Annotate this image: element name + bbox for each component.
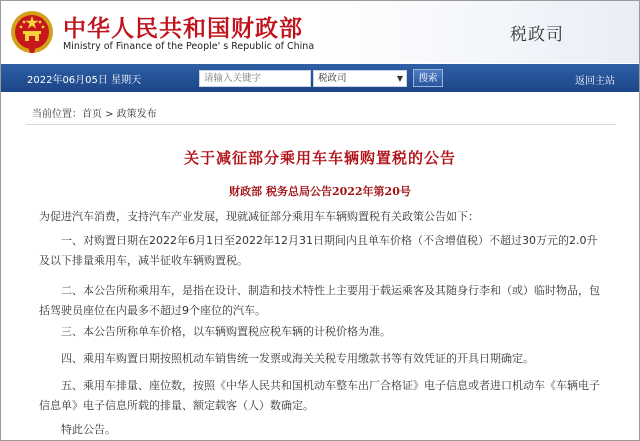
article-paragraph: 特此公告。 <box>61 423 116 436</box>
article-paragraph: 为促进汽车消费，支持汽车产业发展，现就减征部分乘用车车辆购置税有关政策公告如下： <box>39 210 479 223</box>
article-paragraph: 三、本公告所称单车价格，以车辆购置税应税车辆的计税价格为准。 <box>61 325 391 338</box>
search-scope-value: 税政司 <box>318 73 347 84</box>
article-paragraph: 一、对购置日期在2022年6月1日至2022年12月31日期间内且单车价格（不含增值税）不超过30万元的2.0升及以下排量乘用车，减半征收车辆购置税。 <box>39 234 598 267</box>
breadcrumb <box>32 105 157 120</box>
search-button[interactable]: 搜索 <box>413 69 443 87</box>
article-doc-number: 财政部 税务总局公告2022年第20号 <box>229 185 411 198</box>
breadcrumb-prefix: 当前位置： <box>32 109 82 120</box>
site-header <box>1 1 639 63</box>
site-title: 中华人民共和国财政部 <box>63 15 303 42</box>
breadcrumb-divider <box>26 124 616 125</box>
breadcrumb-home-link[interactable]: 首页 <box>82 109 102 120</box>
department-name: 税政司 <box>510 25 564 45</box>
breadcrumb-separator: > <box>102 109 117 120</box>
breadcrumb-section-link[interactable]: 政策发布 <box>116 109 157 120</box>
site-subtitle: Ministry of Finance of the People' s Republic of China <box>63 41 315 52</box>
national-emblem-icon[interactable] <box>9 9 55 57</box>
current-date: 2022年06月05日 星期天 <box>27 75 142 86</box>
article-paragraph: 四、乘用车购置日期按照机动车销售统一发票或海关关税专用缴款书等有效凭证的开具日期确定。 <box>61 352 534 365</box>
nav-bar <box>1 64 639 92</box>
article-paragraph: 五、乘用车排量、座位数，按照《中华人民共和国机动车整车出厂合格证》电子信息或者进口机动车《车辆电子信息单》电子信息所载的排量、额定载客（人）数确定。 <box>39 379 600 412</box>
article-title: 关于减征部分乘用车车辆购置税的公告 <box>183 149 456 167</box>
chevron-down-icon: ▼ <box>396 74 403 83</box>
search-input[interactable] <box>199 70 311 87</box>
search-scope-select[interactable] <box>313 70 407 87</box>
article-paragraph: 二、本公告所称乘用车，是指在设计、制造和技术特性上主要用于载运乘客及其随身行李和（或）临时物品，包括驾驶员座位在内最多不超过9个座位的汽车。 <box>39 284 600 317</box>
back-to-main-site-link[interactable]: 返回主站 <box>575 76 615 87</box>
